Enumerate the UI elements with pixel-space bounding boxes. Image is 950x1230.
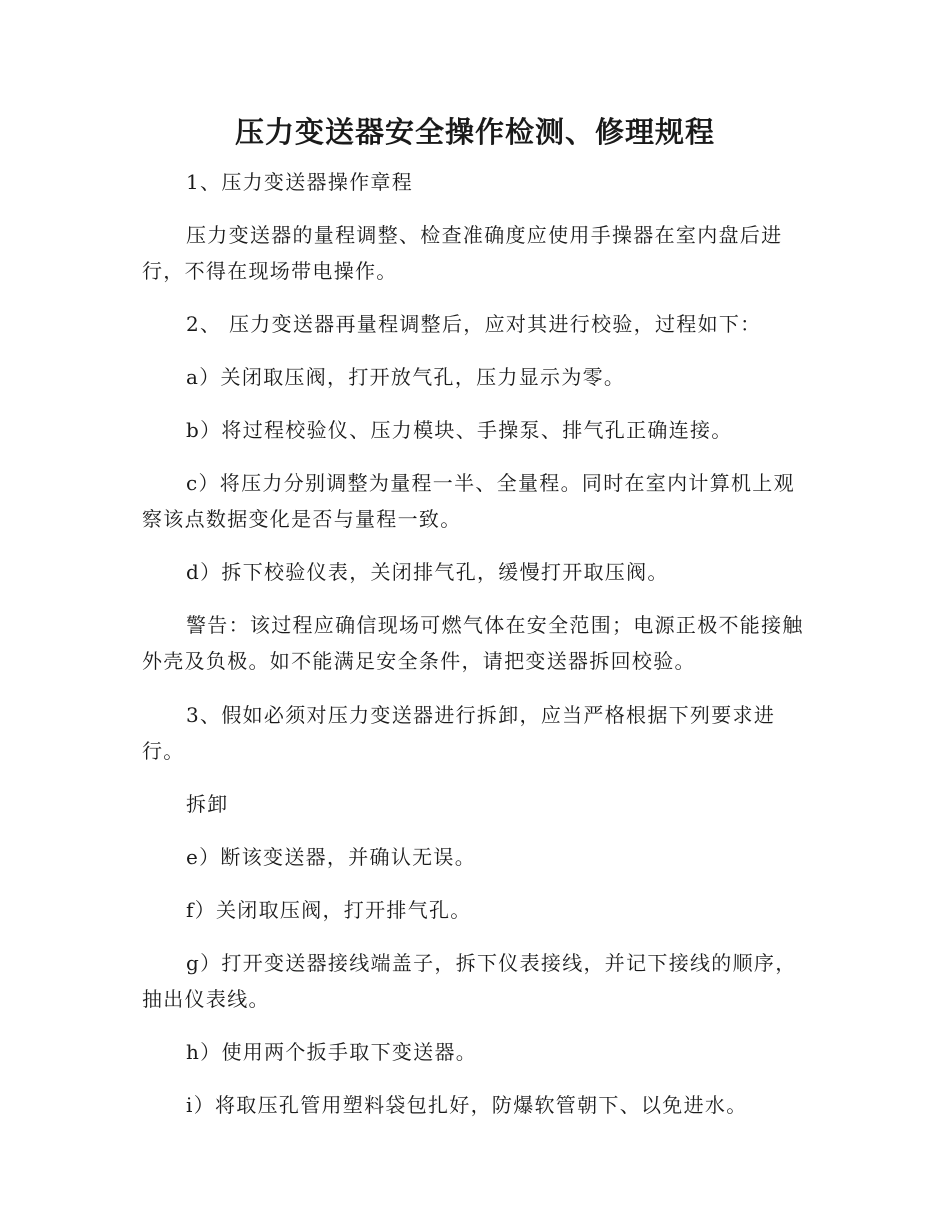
section-3-heading: 3、假如必须对压力变送器进行拆卸，应当严格根据下列要求进行。 [142, 703, 776, 763]
section-1-heading: 1、压力变送器操作章程 [186, 170, 414, 194]
step-h: h）使用两个扳手取下变送器。 [186, 1040, 478, 1064]
paragraph-operation-rule: 压力变送器的量程调整、检查准确度应使用手操器在室内盘后进行，不得在现场带电操作。 [142, 223, 783, 283]
step-i: i）将取压孔管用塑料袋包扎好，防爆软管朝下、以免进水。 [186, 1093, 748, 1117]
document-title: 压力变送器安全操作检测、修理规程 [234, 115, 715, 149]
step-c: c）将压力分别调整为量程一半、全量程。同时在室内计算机上观察该点数据变化是否与量程一致。 [142, 471, 795, 531]
warning-paragraph: 警告：该过程应确信现场可燃气体在安全范围；电源正极不能接触外壳及负极。如不能满足安全条件，请把变送器拆回校验。 [142, 613, 804, 673]
disassembly-heading: 拆卸 [186, 792, 229, 816]
step-g: g）打开变送器接线端盖子，拆下仪表接线，并记下接线的顺序，抽出仪表线。 [142, 951, 797, 1011]
section-2-heading: 2、 压力变送器再量程调整后，应对其进行校验，过程如下： [186, 312, 762, 336]
step-f: f）关闭取压阀，打开排气孔。 [186, 898, 472, 922]
step-d: d）拆下校验仪表，关闭排气孔，缓慢打开取压阀。 [186, 560, 669, 584]
step-b: b）将过程校验仪、压力模块、手操泵、排气孔正确连接。 [186, 418, 733, 442]
step-a: a）关闭取压阀，打开放气孔，压力显示为零。 [186, 365, 626, 389]
step-e: e）断该变送器，并确认无误。 [186, 845, 477, 869]
